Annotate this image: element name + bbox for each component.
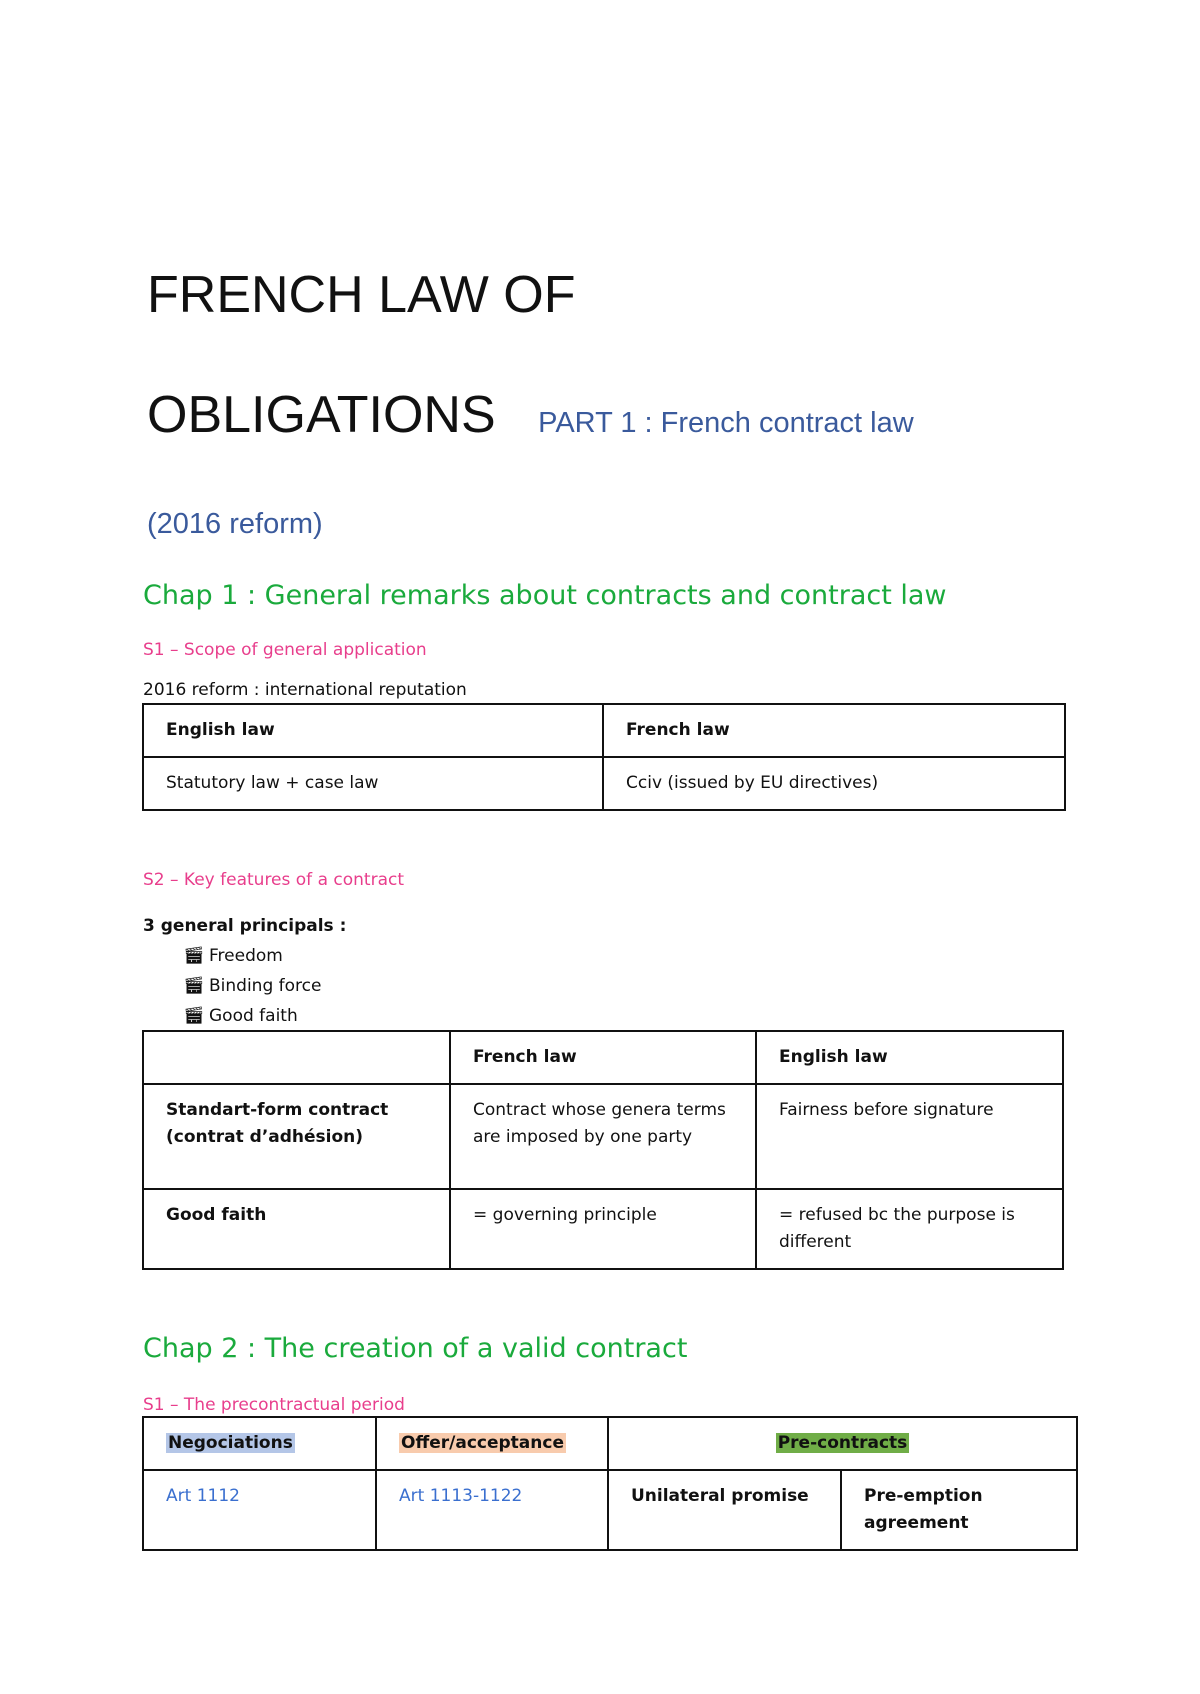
table-header-cell	[143, 1417, 376, 1470]
table-row	[143, 1189, 1063, 1269]
negociations-header: Negociations	[168, 1433, 293, 1453]
table-row	[143, 1084, 1063, 1189]
chapter-1-heading: Chap 1 : General remarks about contracts and contract law	[143, 580, 947, 611]
table-cell-label: Standart-form contract (contrat d’adhésion)	[143, 1084, 450, 1189]
table-cell: Pre-emption agreement	[841, 1470, 1077, 1550]
table-header-cell: French law	[603, 704, 1065, 757]
precontractual-table	[142, 1416, 1078, 1551]
list-item	[183, 946, 283, 966]
article-link[interactable]: Art 1112	[143, 1470, 376, 1550]
table-cell: Cciv (issued by EU directives)	[603, 757, 1065, 810]
list-item	[183, 976, 321, 996]
table-row	[143, 1470, 1077, 1550]
principles-label: 3 general principals :	[143, 916, 347, 936]
table-row	[143, 757, 1065, 810]
table-header-row	[143, 1417, 1077, 1470]
table-header-cell	[608, 1417, 1077, 1470]
table-header-cell	[376, 1417, 608, 1470]
clapperboard-icon: 🎬︎	[183, 976, 205, 996]
doc-title-line2	[147, 385, 914, 445]
list-item-label: Freedom	[209, 946, 283, 966]
table-cell: Unilateral promise	[608, 1470, 841, 1550]
table-cell: Fairness before signature	[756, 1084, 1063, 1189]
clapperboard-icon: 🎬︎	[183, 1006, 205, 1026]
table-cell: Contract whose genera terms are imposed by one party	[450, 1084, 756, 1189]
table-cell: Statutory law + case law	[143, 757, 603, 810]
table-header-cell	[143, 1031, 450, 1084]
table-cell: = refused bc the purpose is different	[756, 1189, 1063, 1269]
table-cell-label: Good faith	[143, 1189, 450, 1269]
chapter-2-heading: Chap 2 : The creation of a valid contract	[143, 1333, 688, 1364]
table-header-cell: English law	[143, 704, 603, 757]
section-1-heading: S1 – Scope of general application	[143, 640, 427, 660]
table-header-cell: English law	[756, 1031, 1063, 1084]
table-header-row	[143, 1031, 1063, 1084]
section-2-1-heading: S1 – The precontractual period	[143, 1395, 405, 1415]
law-comparison-table	[142, 703, 1066, 811]
part-subtitle: PART 1 : French contract law	[538, 407, 914, 439]
table-header-row	[143, 704, 1065, 757]
clapperboard-icon: 🎬︎	[183, 946, 205, 966]
pre-contracts-header: Pre-contracts	[777, 1433, 908, 1453]
reform-subtitle: (2016 reform)	[147, 508, 323, 540]
table-header-cell: French law	[450, 1031, 756, 1084]
article-link[interactable]: Art 1113-1122	[376, 1470, 608, 1550]
offer-acceptance-header: Offer/acceptance	[401, 1433, 564, 1453]
section-2-heading: S2 – Key features of a contract	[143, 870, 404, 890]
list-item-label: Binding force	[209, 976, 322, 996]
doc-title-line1: FRENCH LAW OF	[147, 266, 576, 324]
section-1-intro: 2016 reform : international reputation	[143, 680, 467, 700]
list-item-label: Good faith	[209, 1006, 298, 1026]
features-comparison-table	[142, 1030, 1064, 1270]
table-cell: = governing principle	[450, 1189, 756, 1269]
list-item	[183, 1006, 298, 1026]
doc-title-obligations: OBLIGATIONS	[147, 386, 496, 444]
